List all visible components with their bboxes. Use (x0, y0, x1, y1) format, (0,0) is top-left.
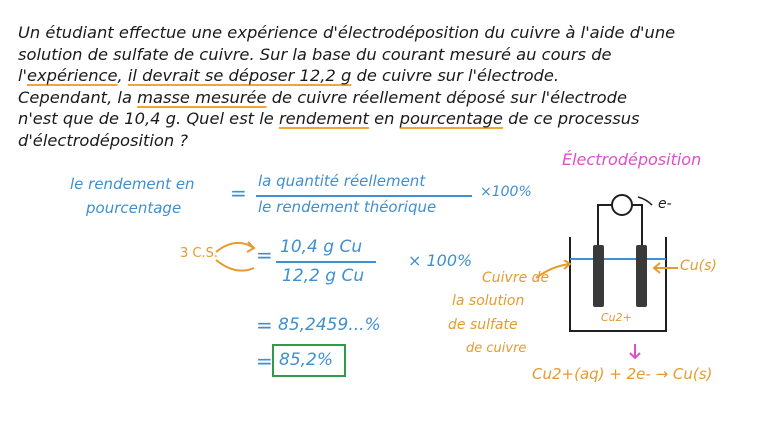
problem-line-4 (18, 87, 753, 109)
problem-line-3 (18, 65, 753, 87)
formula-equals: = (230, 181, 247, 205)
reaction-equation: Cu2+(aq) + 2e- → Cu(s) (532, 365, 713, 383)
text-fragment: , (117, 66, 128, 85)
underlined-experience: expérience (27, 66, 118, 85)
cu-solid-label: Cu(s) (680, 258, 717, 274)
copper-ion-label: Cu2+ (601, 311, 632, 324)
calc-fraction-bar (276, 261, 376, 263)
wire-right (632, 205, 642, 247)
solution-label-1: Cuivre de (482, 270, 550, 286)
underlined-measured-mass: masse mesurée (137, 87, 267, 107)
sig-figs-note: 3 C.S. (180, 246, 218, 261)
text-fragment: l' (18, 66, 27, 85)
formula-numerator: la quantité réellement (258, 172, 426, 190)
problem-line-1: Un étudiant effectue une expérience d'électrodéposition du cuivre à l'aide d'une (18, 23, 676, 42)
formula-lhs-line2: pourcentage (86, 199, 182, 217)
text-fragment: de ce processus (502, 109, 640, 128)
text-fragment: de cuivre réellement déposé sur l'électrode (266, 87, 627, 107)
cathode (636, 245, 647, 307)
formula-fraction-bar (256, 195, 472, 197)
underlined-yield: rendement (278, 109, 369, 128)
underlined-expected-mass: il devrait se déposer 12,2 g (127, 66, 352, 85)
calc-equals: = (256, 243, 273, 267)
text-fragment: Cependant, la (18, 87, 138, 107)
formula-denominator: le rendement théorique (258, 198, 437, 216)
solution-label-2: la solution (452, 293, 525, 309)
calc-factor: × 100% (408, 251, 473, 270)
solution-arrow (534, 260, 574, 282)
calc-result-raw: 85,2459...% (278, 315, 381, 335)
problem-line-6: d'électrodéposition ? (18, 130, 189, 150)
power-source (612, 195, 632, 215)
sig-figs-arrow (212, 238, 262, 278)
text-fragment: en (368, 109, 400, 128)
text-fragment: n'est que de 10,4 g. Quel est le (18, 109, 279, 128)
diagram-title: Électrodéposition (562, 150, 702, 169)
anode (593, 245, 604, 307)
problem-line-2: solution de sulfate de cuivre. Sur la base du courant mesuré au cours de (18, 44, 612, 64)
formula-factor: ×100% (480, 184, 532, 200)
calc-numerator: 10,4 g Cu (280, 237, 363, 257)
solution-label-3: de sulfate (448, 317, 518, 333)
calc-equals-2: = (256, 313, 273, 337)
calc-denominator: 12,2 g Cu (282, 266, 365, 286)
problem-statement (18, 22, 753, 151)
cu-solid-arrow (650, 262, 680, 274)
calc-equals-3: = (256, 349, 273, 373)
wire-left (598, 205, 612, 247)
underlined-percentage: pourcentage (399, 109, 503, 128)
calc-result-final: 85,2% (279, 350, 334, 370)
solution-label-4: de cuivre (466, 341, 527, 356)
text-fragment: de cuivre sur l'électrode. (351, 66, 560, 85)
formula-lhs-line1: le rendement en (70, 175, 195, 193)
electron-label: e- (658, 196, 672, 212)
problem-line-5 (18, 108, 753, 130)
reaction-highlight-arrow (628, 342, 642, 362)
